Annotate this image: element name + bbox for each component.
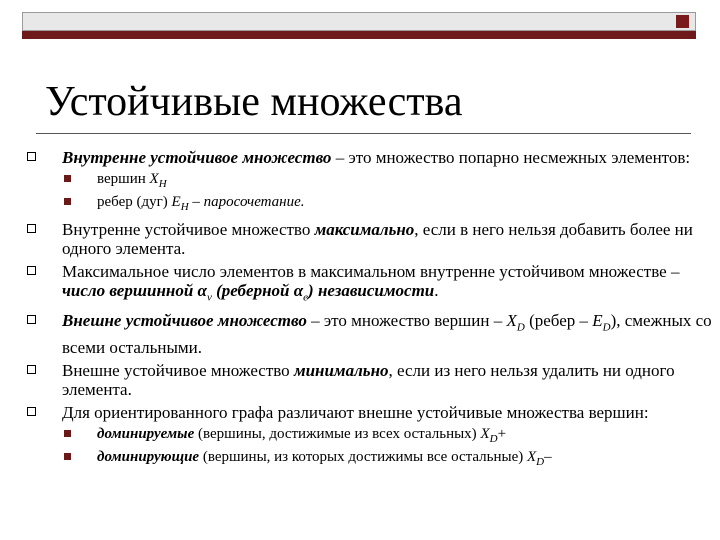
text-segment: v xyxy=(206,291,212,304)
text-segment: максимально xyxy=(314,220,415,239)
text-segment: D xyxy=(602,321,611,334)
bullet-item xyxy=(22,311,712,356)
text-segment: + xyxy=(497,425,507,442)
text-segment: X xyxy=(149,171,159,187)
text-segment: X xyxy=(480,425,490,442)
slide-content xyxy=(22,148,712,475)
text-segment: H xyxy=(158,178,167,190)
text-segment: D xyxy=(489,432,498,445)
text-segment: (реберной α xyxy=(211,281,304,300)
text-segment: ) независимости xyxy=(308,281,435,300)
sub-list xyxy=(22,170,712,216)
text-segment: Внутренне устойчивое множество xyxy=(62,220,315,239)
bullet-item xyxy=(22,361,712,399)
sub-bullet-item xyxy=(22,170,712,193)
filled-square-bullet-icon xyxy=(64,175,71,182)
sub-list xyxy=(22,425,712,471)
text-segment: ребер (дуг) xyxy=(97,194,172,210)
sub-bullet-item xyxy=(22,425,712,448)
hollow-square-bullet-icon xyxy=(27,266,36,275)
accent-bar xyxy=(22,31,696,39)
text-segment: Внешне устойчивое множество xyxy=(62,311,307,331)
text-segment: H xyxy=(180,201,189,213)
text-segment: D xyxy=(536,455,545,468)
text-segment: . xyxy=(434,281,439,300)
filled-square-bullet-icon xyxy=(64,453,71,460)
text-segment: X xyxy=(506,311,517,331)
bullet-item xyxy=(22,220,712,258)
text-segment: число вершинной α xyxy=(62,281,207,300)
text-segment: доминирующие xyxy=(97,448,200,465)
hollow-square-bullet-icon xyxy=(27,407,36,416)
text-segment: (ребер – xyxy=(524,311,593,331)
sub-bullet-item xyxy=(22,193,712,216)
text-segment: доминируемые xyxy=(97,425,195,442)
text-segment: – xyxy=(544,448,552,465)
hollow-square-bullet-icon xyxy=(27,152,36,161)
corner-square-decor xyxy=(676,15,689,28)
text-segment: минимально xyxy=(293,360,389,380)
title-divider xyxy=(36,133,691,134)
top-decor-bar xyxy=(22,12,696,31)
text-segment: E xyxy=(592,311,603,331)
text-segment: e xyxy=(303,291,309,304)
text-segment: , если из него нельзя удалить ни одного элемента. xyxy=(62,360,675,399)
text-segment: – это множество попарно несмежных элементов: xyxy=(331,148,691,167)
text-segment: X xyxy=(526,448,537,465)
hollow-square-bullet-icon xyxy=(27,224,36,233)
filled-square-bullet-icon xyxy=(64,198,71,205)
text-segment: D xyxy=(516,321,525,334)
text-segment: – это множество вершин – xyxy=(306,311,507,331)
text-segment: , если в него нельзя добавить более ни одного элемента. xyxy=(62,220,693,258)
text-segment: (вершины, из которых достижимы все остальные) xyxy=(199,448,527,465)
hollow-square-bullet-icon xyxy=(27,315,36,324)
text-segment: Для ориентированного графа различают внешне устойчивые множества вершин: xyxy=(62,402,649,422)
bullet-item xyxy=(22,148,712,216)
text-segment: (вершины, достижимые из всех остальных) xyxy=(194,425,481,442)
bullet-item xyxy=(22,262,712,307)
filled-square-bullet-icon xyxy=(64,430,71,437)
text-segment: – xyxy=(188,194,204,210)
sub-bullet-item xyxy=(22,448,712,471)
text-segment: паросочетание. xyxy=(203,194,305,210)
text-segment: Максимальное число элементов в максимальном внутренне устойчивом множестве – xyxy=(62,262,680,281)
text-segment: Внешне устойчивое множество xyxy=(62,360,294,380)
hollow-square-bullet-icon xyxy=(27,365,36,374)
bullet-item xyxy=(22,403,712,471)
text-segment: вершин xyxy=(97,171,150,187)
text-segment: ), смежных со всеми остальными. xyxy=(62,311,712,357)
slide-title: Устойчивые множества xyxy=(45,79,463,125)
text-segment: Внутренне устойчивое множество xyxy=(62,148,332,167)
text-segment: E xyxy=(171,194,181,210)
